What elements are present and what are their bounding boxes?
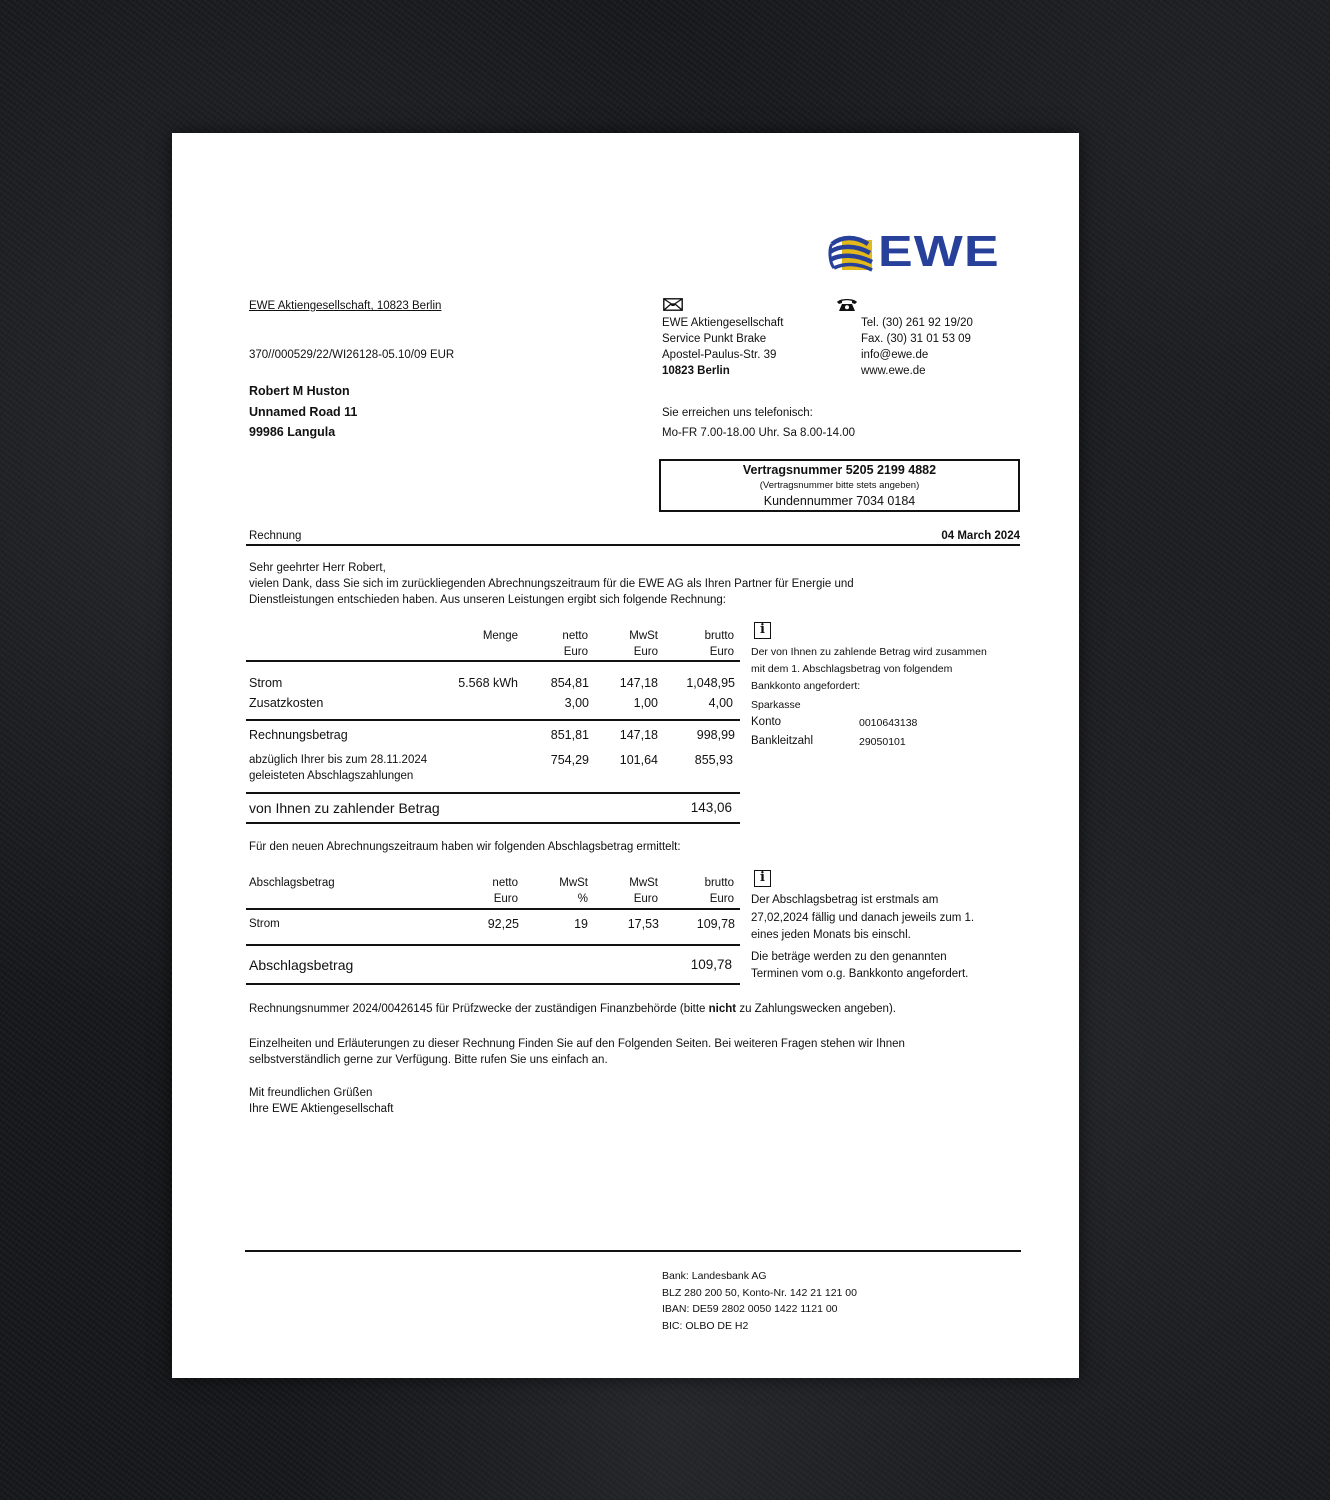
- inst-header-mwst-l1: MwSt: [629, 877, 658, 889]
- invoice-number-note: [249, 1001, 896, 1017]
- reference-number: 370//000529/22/WI26128-05.10/09 EUR: [249, 349, 455, 361]
- total-label: von Ihnen zu zahlender Betrag: [249, 800, 440, 816]
- invoice-number-text-end: zu Zahlungswecken angeben).: [736, 1003, 896, 1015]
- invoice-number-text: Rechnungsnummer 2024/00426145 für Prüfzwecke der zuständigen Finanzbehörde (bitte: [249, 1003, 709, 1015]
- inst-header-netto-l2: Euro: [493, 893, 518, 905]
- customer-number: Kundennummer 7034 0184: [763, 494, 916, 508]
- subtotal-netto: 851,81: [550, 728, 589, 742]
- intro-line-2: Dienstleistungen entschieden haben. Aus unseren Leistungen ergibt sich folgende Rechnung:: [249, 594, 726, 606]
- row-menge-strom: 5.568 kWh: [458, 676, 518, 690]
- inst-header-mwst-pct: [532, 875, 588, 907]
- installment-info-line-1: Der Abschlagsbetrag ist erstmals am: [751, 894, 939, 906]
- konto-value: 0010643138: [859, 717, 918, 729]
- title-divider: [246, 544, 1020, 546]
- invoice-number-emphasis: nicht: [708, 1003, 737, 1015]
- inst-header-netto: [462, 875, 518, 907]
- header-netto-l1: netto: [562, 630, 588, 642]
- inst-header-brutto-l1: brutto: [704, 877, 734, 889]
- postal-line-3: Apostel-Paulus-Str. 39: [662, 349, 777, 361]
- total-divider-top: [246, 792, 740, 794]
- inst-total-divider-bottom: [246, 983, 740, 985]
- inst-total-label: Abschlagsbetrag: [249, 957, 354, 973]
- postal-address: [662, 315, 783, 379]
- footer-bank-details: [662, 1268, 857, 1334]
- total-amount: 143,06: [690, 800, 732, 815]
- salutation: Sehr geehrter Herr Robert,: [249, 562, 386, 574]
- payment-info-line-3: Bankkonto angefordert:: [751, 680, 861, 692]
- closing-greeting: [249, 1085, 393, 1117]
- installment-info-line-5: Terminen vom o.g. Bankkonto angefordert.: [751, 968, 969, 980]
- telephone-icon: [836, 298, 858, 312]
- installment-info-line-2: 27,02,2024 fällig und danach jeweils zum 1.: [751, 911, 975, 924]
- blz-label: Bankleitzahl: [751, 735, 814, 747]
- payment-bank-labels: [751, 713, 813, 751]
- intro-line-1: vielen Dank, dass Sie sich im zurückliegenden Abrechnungszeitraum für die EWE AG als Ihren Partner für Energie und: [249, 578, 854, 590]
- payment-info-line-2: mit dem 1. Abschlagsbetrag von folgendem: [751, 663, 953, 675]
- invoice-page: [172, 133, 1079, 1378]
- header-mwst-l1: MwSt: [629, 630, 658, 642]
- ewe-logo-mark-icon: [828, 234, 874, 272]
- inst-header-label: Abschlagsbetrag: [249, 877, 335, 889]
- konto-label: Konto: [751, 716, 782, 728]
- postal-city: 10823 Berlin: [662, 365, 730, 377]
- installment-intro: Für den neuen Abrechnungszeitraum haben wir folgenden Abschlagsbetrag ermittelt:: [249, 841, 681, 853]
- sender-return-address: EWE Aktiengesellschaft, 10823 Berlin: [249, 300, 442, 312]
- header-brutto: [672, 628, 734, 660]
- greeting: Mit freundlichen Grüßen: [249, 1087, 373, 1099]
- inst-header-mwst-l2: Euro: [633, 893, 658, 905]
- payment-bank-values: [859, 714, 917, 752]
- phone-hours: [662, 403, 855, 443]
- signature: Ihre EWE Aktiengesellschaft: [249, 1103, 394, 1115]
- row-netto-strom: 854,81: [550, 676, 589, 690]
- details-line-1: Einzelheiten und Erläuterungen zu dieser Rechnung Finden Sie auf den Folgenden Seiten. Bei weiteren Fragen stehen wir Ihnen: [249, 1038, 905, 1050]
- deduction-label: [249, 752, 427, 784]
- contract-number: Vertragsnummer 5205 2199 4882: [742, 463, 937, 477]
- footer-bank: Bank: Landesbank AG: [662, 1270, 767, 1282]
- installment-info-text: [751, 892, 974, 984]
- header-netto: [532, 628, 588, 660]
- row-label-zusatzkosten: Zusatzkosten: [249, 696, 324, 710]
- info-icon: i: [754, 622, 771, 639]
- blz-value: 29050101: [859, 736, 906, 748]
- total-divider-bottom: [246, 822, 740, 824]
- payment-bank-name: Sparkasse: [751, 699, 801, 711]
- deduction-label-l1: abzüglich Ihrer bis zum 28.11.2024: [249, 754, 428, 766]
- installment-info-line-3: eines jeden Monats bis einschl.: [751, 929, 911, 941]
- row-brutto-strom: 1,048,95: [686, 676, 735, 690]
- footer-iban: IBAN: DE59 2802 0050 1422 1121 00: [662, 1303, 838, 1315]
- inst-header-divider: [246, 908, 740, 910]
- header-menge: Menge: [482, 630, 518, 642]
- recipient-city: 99986 Langula: [249, 425, 336, 439]
- phone-hours-label: Sie erreichen uns telefonisch:: [662, 407, 813, 419]
- invoice-date: 04 March 2024: [941, 530, 1020, 542]
- envelope-icon: [663, 298, 683, 311]
- postal-line-2: Service Punkt Brake: [662, 333, 767, 345]
- row-label-strom: Strom: [249, 676, 283, 690]
- inst-header-mwst-pct-l2: %: [577, 893, 588, 905]
- inst-header-brutto: [672, 875, 734, 907]
- phone-hours-value: Mo-FR 7.00-18.00 Uhr. Sa 8.00-14.00: [662, 427, 856, 439]
- payment-info-line-1: Der von Ihnen zu zahlende Betrag wird zusammen: [751, 646, 987, 658]
- info-icon: i: [754, 870, 771, 887]
- table-header-divider: [246, 660, 740, 662]
- contract-number-box: [659, 459, 1020, 512]
- row-mwst-zusatzkosten: 1,00: [633, 696, 658, 710]
- contact-tel: Tel. (30) 261 92 19/20: [861, 317, 973, 329]
- inst-row-netto-strom: 92,25: [487, 917, 519, 931]
- footer-bic: BIC: OLBO DE H2: [662, 1319, 749, 1332]
- header-netto-l2: Euro: [563, 646, 588, 658]
- inst-header-brutto-l2: Euro: [709, 893, 734, 905]
- deduction-brutto: 855,93: [694, 753, 733, 767]
- subtotal-brutto: 998,99: [696, 728, 735, 742]
- header-mwst: [602, 628, 658, 660]
- row-netto-zusatzkosten: 3,00: [564, 696, 589, 710]
- postal-line-1: EWE Aktiengesellschaft: [662, 317, 784, 329]
- footer-divider: [245, 1250, 1021, 1252]
- recipient-address: [249, 381, 357, 443]
- ewe-logo: [828, 227, 1000, 276]
- deduction-label-l2: geleisteten Abschlagszahlungen: [249, 770, 414, 782]
- inst-header-mwst: [602, 875, 658, 907]
- recipient-name: Robert M Huston: [249, 384, 350, 398]
- inst-total-amount: 109,78: [690, 957, 732, 972]
- inst-row-brutto-strom: 109,78: [696, 917, 735, 931]
- inst-header-mwst-pct-l1: MwSt: [559, 877, 588, 889]
- row-mwst-strom: 147,18: [619, 676, 658, 690]
- contact-website[interactable]: www.ewe.de: [861, 365, 926, 377]
- ewe-logo-text: EWE: [878, 227, 1000, 276]
- inst-header-netto-l1: netto: [492, 877, 518, 889]
- subtotal-label: Rechnungsbetrag: [249, 728, 348, 742]
- header-brutto-l1: brutto: [704, 630, 734, 642]
- header-mwst-l2: Euro: [633, 646, 658, 658]
- intro-text: [249, 560, 854, 608]
- installment-info-line-4: Die beträge werden zu den genannten: [751, 950, 947, 963]
- footer-blz: BLZ 280 200 50, Konto-Nr. 142 21 121 00: [662, 1286, 857, 1299]
- payment-info-text: [751, 644, 987, 714]
- subtotal-divider: [246, 719, 740, 721]
- header-brutto-l2: Euro: [709, 646, 734, 658]
- contact-email[interactable]: info@ewe.de: [861, 349, 929, 361]
- deduction-netto: 754,29: [550, 753, 589, 767]
- deduction-mwst: 101,64: [619, 753, 658, 767]
- inst-row-label-strom: Strom: [249, 918, 280, 930]
- contact-fax: Fax. (30) 31 01 53 09: [861, 333, 971, 345]
- inst-total-divider-top: [246, 944, 740, 946]
- row-brutto-zusatzkosten: 4,00: [708, 696, 733, 710]
- details-line-2: selbstverständlich gerne zur Verfügung. Bitte rufen Sie uns einfach an.: [249, 1054, 608, 1066]
- contract-number-note: (Vertragsnummer bitte stets angeben): [759, 480, 920, 491]
- inst-row-mwst-pct-strom: 19: [574, 917, 588, 931]
- document-type: Rechnung: [249, 530, 302, 542]
- contact-details: [861, 315, 973, 379]
- recipient-street: Unnamed Road 11: [249, 404, 358, 419]
- details-note: [249, 1036, 905, 1068]
- inst-row-mwst-strom: 17,53: [627, 917, 659, 931]
- subtotal-mwst: 147,18: [619, 728, 658, 742]
